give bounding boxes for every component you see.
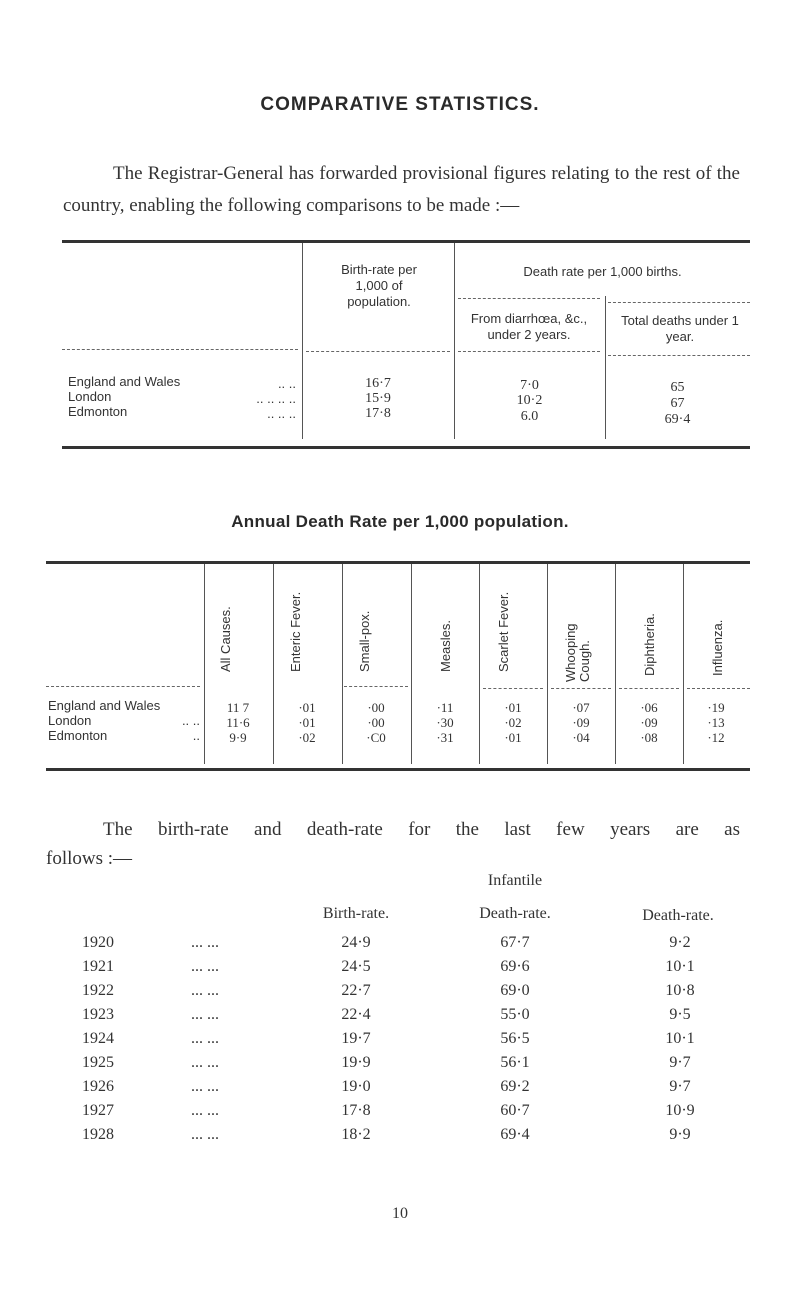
rule (46, 686, 200, 687)
table1-top-rule (62, 240, 750, 243)
year-label: 1922 (82, 982, 114, 999)
year-label: 1924 (82, 1030, 114, 1047)
infantile-rate-value: 69·0 (500, 982, 530, 999)
leader-dots: ... ... (191, 1102, 219, 1119)
table2-top-rule (46, 561, 750, 564)
column-header: Diphtheria. (642, 613, 657, 676)
death-rate-value: 9·7 (669, 1054, 691, 1071)
cell-value: 67 (670, 396, 685, 411)
leader-dots: ... ... (191, 1078, 219, 1095)
cell-value: ·01 (504, 730, 522, 745)
header-birth-rate: Birth-rate. (322, 905, 390, 922)
year-label: 1923 (82, 1006, 114, 1023)
row-label: England and Wales (48, 698, 161, 713)
year-label: 1925 (82, 1054, 114, 1071)
column-header: All Causes. (218, 606, 233, 672)
death-rate-value: 9·5 (669, 1006, 691, 1023)
cell-value: ·09 (640, 715, 658, 730)
cell-value: ·31 (436, 730, 454, 745)
column-header: Influenza. (710, 619, 725, 676)
cell-value: ·01 (504, 700, 522, 715)
death-rate-value: 9·2 (669, 934, 691, 951)
paragraph-line: The birth-rate and death-rate for the last few years are as (103, 819, 740, 840)
year-label: 1928 (82, 1126, 114, 1143)
infantile-rate-value: 56·5 (500, 1030, 530, 1047)
column-header: Measles. (438, 619, 453, 672)
cell-value: 6.0 (520, 409, 539, 424)
table2-bottom-rule (46, 768, 750, 771)
leader-dots: ... ... (191, 1054, 219, 1071)
cell-value: 65 (670, 380, 685, 395)
birth-rate-value: 22·7 (341, 982, 371, 999)
infantile-rate-value: 69·4 (500, 1126, 530, 1143)
row-label: London (48, 713, 92, 728)
column-header: Scarlet Fever. (496, 591, 511, 672)
cell-value: 16·7 (365, 376, 391, 391)
rule (483, 688, 543, 689)
rule (306, 351, 450, 352)
birth-rate-value: 19·0 (341, 1078, 371, 1095)
table2-divider (683, 564, 684, 764)
cell-value: 11 7 (226, 700, 250, 715)
cell-value: ·19 (707, 700, 725, 715)
header-infantile: Infantile (487, 872, 543, 889)
cell-value: ·01 (298, 715, 316, 730)
cell-value: 15·9 (365, 391, 391, 406)
infantile-rate-value: 60·7 (500, 1102, 530, 1119)
cell-value: ·30 (436, 715, 454, 730)
cell-value: ·07 (572, 700, 590, 715)
row-label: Edmonton (68, 404, 128, 419)
header-diarrhoea: From diarrhœa, &c., under 2 years. (470, 311, 588, 342)
cell-value: ·00 (367, 715, 385, 730)
cell-value: ·12 (707, 730, 725, 745)
rule (458, 351, 600, 352)
leader-dots: ... ... (191, 934, 219, 951)
leader-dots: .. .. (181, 713, 200, 728)
table2-divider (615, 564, 616, 764)
header-total-deaths: Total deaths under 1 year. (621, 313, 739, 344)
birth-rate-value: 24·9 (341, 934, 371, 951)
header-infantile: Death-rate. (479, 905, 551, 922)
leader-dots: .. .. .. .. (256, 391, 296, 406)
leader-dots: ... ... (191, 1006, 219, 1023)
cell-value: ·01 (298, 700, 316, 715)
death-rate-value: 10·9 (665, 1102, 695, 1119)
infantile-rate-value: 69·6 (500, 958, 530, 975)
rule (458, 298, 600, 299)
table2-divider (411, 564, 412, 764)
row-label: England and Wales (68, 374, 181, 389)
leader-dots: ... ... (191, 1030, 219, 1047)
birth-rate-value: 19·9 (341, 1054, 371, 1071)
header-death-rate: Death-rate. (642, 907, 714, 924)
row-label: London (68, 389, 112, 404)
cell-value: ·11 (436, 700, 454, 715)
leader-dots: ... ... (191, 958, 219, 975)
infantile-rate-value: 69·2 (500, 1078, 530, 1095)
cell-value: ·00 (367, 700, 385, 715)
table2-divider (342, 564, 343, 764)
table2-title: Annual Death Rate per 1,000 population. (231, 512, 569, 531)
leader-dots: .. .. .. (267, 406, 296, 421)
header-birth-rate: Birth-rate per 1,000 of population. (341, 262, 417, 309)
rule (687, 688, 750, 689)
death-rate-value: 9·9 (669, 1126, 691, 1143)
column-header: Enteric Fever. (288, 591, 303, 672)
cell-value: ·C0 (366, 730, 386, 745)
death-rate-value: 10·1 (665, 1030, 695, 1047)
year-label: 1921 (82, 958, 114, 975)
rule (619, 688, 679, 689)
row-label: Edmonton (48, 728, 108, 743)
paragraph-line: follows :— (46, 848, 133, 869)
death-rate-value: 10·8 (665, 982, 695, 999)
leader-dots: .. (192, 728, 200, 743)
leader-dots: ... ... (191, 982, 219, 999)
year-label: 1927 (82, 1102, 114, 1119)
death-rate-value: 9·7 (669, 1078, 691, 1095)
infantile-rate-value: 67·7 (500, 934, 530, 951)
table1-bottom-rule (62, 446, 750, 449)
death-rate-value: 10·1 (665, 958, 695, 975)
cell-value: 69·4 (664, 412, 691, 427)
cell-value: ·02 (504, 715, 522, 730)
leader-dots: .. .. (277, 376, 296, 391)
cell-value: ·08 (640, 730, 658, 745)
page-number: 10 (392, 1205, 408, 1222)
column-header: Small-pox. (357, 610, 372, 672)
cell-value: 11·6 (226, 715, 250, 730)
infantile-rate-value: 56·1 (500, 1054, 530, 1071)
birth-rate-value: 17·8 (341, 1102, 371, 1119)
cell-value: ·02 (298, 730, 316, 745)
cell-value: ·06 (640, 700, 658, 715)
intro-paragraph: The Registrar-General has forwarded provisional figures relating to the rest of the country, enabling the following comparisons to be made :— (63, 163, 740, 216)
birth-rate-value: 24·5 (341, 958, 371, 975)
cell-value: 10·2 (516, 393, 543, 408)
year-label: 1920 (82, 934, 114, 951)
cell-value: 7·0 (520, 378, 539, 393)
header-death-rate-group: Death rate per 1,000 births. (523, 264, 682, 279)
rule (551, 688, 611, 689)
year-label: 1926 (82, 1078, 114, 1095)
cell-value: 17·8 (365, 406, 391, 421)
cell-value: ·13 (707, 715, 725, 730)
rule (608, 355, 750, 356)
table2-divider (204, 564, 205, 764)
leader-dots: ... ... (191, 1126, 219, 1143)
table2-divider (273, 564, 274, 764)
rule (62, 349, 298, 350)
cell-value: ·09 (572, 715, 590, 730)
table2-divider (547, 564, 548, 764)
table2-divider (479, 564, 480, 764)
birth-rate-value: 19·7 (341, 1030, 371, 1047)
page-title: COMPARATIVE STATISTICS. (260, 94, 540, 115)
cell-value: 9·9 (229, 730, 247, 745)
column-header: Whooping Cough. (563, 623, 592, 682)
birth-rate-value: 22·4 (341, 1006, 371, 1023)
birth-rate-value: 18·2 (341, 1126, 371, 1143)
cell-value: ·04 (572, 730, 590, 745)
infantile-rate-value: 55·0 (500, 1006, 530, 1023)
rule (344, 686, 408, 687)
rule (608, 302, 750, 303)
